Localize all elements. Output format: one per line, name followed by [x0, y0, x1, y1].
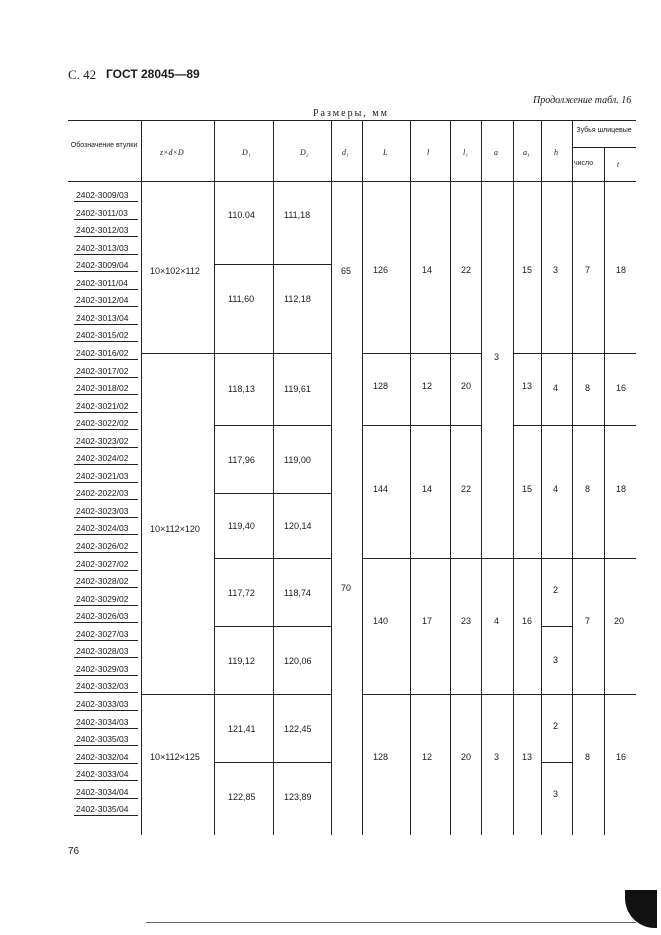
l-value: 14 [422, 265, 433, 275]
row-underline [74, 429, 138, 430]
designation-code: 2402-3024/02 [76, 453, 129, 463]
designation-code: 2402-3009/04 [76, 260, 129, 270]
d1-value: 70 [341, 583, 352, 593]
col-a1: a₁ [523, 148, 530, 157]
col-D2: D₂ [300, 148, 309, 157]
row-underline [74, 710, 138, 711]
designation-code: 2402-3018/02 [76, 383, 129, 393]
l-value: 17 [422, 616, 433, 626]
col-L: L [383, 148, 388, 157]
a1-value: 13 [522, 752, 533, 762]
designation-code: 2402-3026/02 [76, 541, 129, 551]
designation-code: 2402-3021/03 [76, 471, 129, 481]
row-underline [74, 692, 138, 693]
l-value: 12 [422, 752, 433, 762]
l-value: 14 [422, 484, 433, 494]
row-underline [74, 359, 138, 360]
zdD-value: 10×102×112 [150, 266, 200, 276]
L-value: 144 [373, 484, 389, 494]
col-teeth-count: число [574, 160, 594, 167]
L-value: 126 [373, 265, 389, 275]
row-underline [74, 324, 138, 325]
designation-code: 2402-3023/02 [76, 436, 129, 446]
designation-code: 2402-3013/03 [76, 243, 129, 253]
h-value: 2 [553, 585, 559, 595]
col-l: l [427, 148, 430, 157]
t-value: 16 [616, 383, 627, 393]
D1-value: 119,12 [228, 656, 255, 666]
D1-value: 111,60 [228, 294, 255, 304]
page-label: С. 42 [68, 67, 97, 82]
designation-code: 2402-3012/03 [76, 225, 129, 235]
t-value: 18 [616, 265, 627, 275]
continuation-label: Продолжение табл. 16 [533, 95, 632, 106]
designation-code: 2402-3024/03 [76, 523, 129, 533]
designation-code: 2402-3021/02 [76, 401, 129, 411]
l1-value: 22 [461, 484, 472, 494]
l1-value: 22 [461, 265, 472, 275]
designation-code: 2402-3035/04 [76, 804, 129, 814]
sizes-caption: Размеры, мм [313, 108, 389, 119]
l1-value: 20 [461, 381, 472, 391]
col-h: h [554, 148, 558, 157]
row-underline [74, 534, 138, 535]
a-value: 3 [494, 352, 500, 362]
col-teeth-group: Зубья шлицевые [576, 127, 632, 134]
designation-code: 2402-3028/02 [76, 576, 129, 586]
row-underline [74, 306, 138, 307]
designation-code: 2402-3029/02 [76, 594, 129, 604]
D2-value: 112,18 [284, 294, 311, 304]
D1-value: 119,40 [228, 521, 255, 531]
teeth-count-value: 8 [585, 383, 591, 393]
l-value: 12 [422, 381, 433, 391]
designation-code: 2402-3013/04 [76, 313, 129, 323]
col-D1: D₁ [242, 148, 251, 157]
row-underline [74, 499, 138, 500]
designation-code: 2402-3032/04 [76, 752, 129, 762]
row-underline [74, 377, 138, 378]
designation-code: 2402-3016/02 [76, 348, 129, 358]
t-value: 20 [614, 616, 625, 626]
col-designation: Обозначение втулки [70, 142, 138, 149]
designation-code: 2402-3011/03 [76, 208, 128, 218]
row-underline [74, 254, 138, 255]
row-underline [74, 394, 138, 395]
designation-code: 2402-3027/02 [76, 559, 129, 569]
teeth-count-value: 7 [585, 616, 591, 626]
t-value: 18 [616, 484, 627, 494]
row-underline [74, 815, 138, 816]
col-a: a [494, 148, 498, 157]
D1-value: 121,41 [228, 724, 256, 734]
col-t: t [617, 160, 620, 169]
row-underline [74, 482, 138, 483]
row-underline [74, 763, 138, 764]
D2-value: 120,06 [284, 656, 312, 666]
row-underline [74, 657, 138, 658]
col-l1: l₁ [463, 148, 469, 157]
a1-value: 15 [522, 484, 533, 494]
l1-value: 23 [461, 616, 472, 626]
scan-artifact-line [146, 922, 636, 923]
designation-code: 2402-3022/02 [76, 418, 129, 428]
designation-code: 2402-3015/02 [76, 330, 129, 340]
designation-code: 2402-3035/03 [76, 734, 129, 744]
row-underline [74, 517, 138, 518]
h-value: 4 [553, 484, 559, 494]
h-value: 3 [553, 265, 559, 275]
row-underline [74, 605, 138, 606]
h-value: 2 [553, 721, 559, 731]
row-underline [74, 552, 138, 553]
designation-code: 2402-3023/03 [76, 506, 129, 516]
h-value: 3 [553, 655, 559, 665]
row-underline [74, 675, 138, 676]
zdD-value: 10×112×120 [150, 524, 200, 534]
row-underline [74, 201, 138, 202]
designation-code: 2402-3034/03 [76, 717, 129, 727]
d1-value: 65 [341, 266, 352, 276]
L-value: 128 [373, 381, 389, 391]
D2-value: 118,74 [284, 588, 311, 598]
a-value: 4 [494, 616, 500, 626]
row-underline [74, 780, 138, 781]
designation-code: 2402-3029/03 [76, 664, 129, 674]
row-underline [74, 587, 138, 588]
row-underline [74, 464, 138, 465]
col-zdD: z×d×D [160, 148, 184, 157]
L-value: 140 [373, 616, 389, 626]
page-number: 76 [68, 846, 80, 857]
h-value: 4 [553, 383, 559, 393]
D1-value: 110.04 [228, 210, 255, 220]
standard-number: ГОСТ 28045—89 [106, 67, 200, 81]
a1-value: 16 [522, 616, 533, 626]
D2-value: 119,61 [284, 384, 311, 394]
designation-code: 2402-3017/02 [76, 366, 129, 376]
designation-code: 2402-3009/03 [76, 190, 129, 200]
t-value: 16 [616, 752, 627, 762]
D2-value: 122,45 [284, 724, 312, 734]
row-underline [74, 447, 138, 448]
designation-code: 2402-3033/03 [76, 699, 129, 709]
D2-value: 119,00 [284, 455, 311, 465]
zdD-value: 10×112×125 [150, 752, 200, 762]
row-underline [74, 219, 138, 220]
designation-code: 2402-3028/03 [76, 646, 129, 656]
teeth-count-value: 7 [585, 265, 591, 275]
row-underline [74, 271, 138, 272]
l1-value: 20 [461, 752, 472, 762]
row-underline [74, 728, 138, 729]
designation-code: 2402-3033/04 [76, 769, 129, 779]
row-underline [74, 640, 138, 641]
row-underline [74, 412, 138, 413]
designation-code: 2402-3034/04 [76, 787, 129, 797]
a-value: 3 [494, 752, 500, 762]
designation-code: 2402-3027/03 [76, 629, 129, 639]
teeth-count-value: 8 [585, 484, 591, 494]
designation-code: 2402-3026/03 [76, 611, 129, 621]
D1-value: 117,72 [228, 588, 255, 598]
a1-value: 13 [522, 381, 533, 391]
designation-code: 2402-3011/04 [76, 278, 128, 288]
row-underline [74, 341, 138, 342]
a1-value: 15 [522, 265, 533, 275]
row-underline [74, 622, 138, 623]
row-underline [74, 745, 138, 746]
row-underline [74, 236, 138, 237]
row-underline [74, 289, 138, 290]
h-value: 3 [553, 789, 559, 799]
L-value: 128 [373, 752, 389, 762]
D1-value: 117,96 [228, 455, 255, 465]
D2-value: 111,18 [284, 210, 311, 220]
D1-value: 118,13 [228, 384, 255, 394]
row-underline [74, 570, 138, 571]
designation-code: 2402-2022/03 [76, 488, 129, 498]
D1-value: 122,85 [228, 792, 256, 802]
designation-code: 2402-3012/04 [76, 295, 129, 305]
designation-code: 2402-3032/03 [76, 681, 129, 691]
row-underline [74, 798, 138, 799]
col-d1: d₁ [342, 148, 349, 157]
D2-value: 123,89 [284, 792, 312, 802]
D2-value: 120,14 [284, 521, 312, 531]
teeth-count-value: 8 [585, 752, 591, 762]
